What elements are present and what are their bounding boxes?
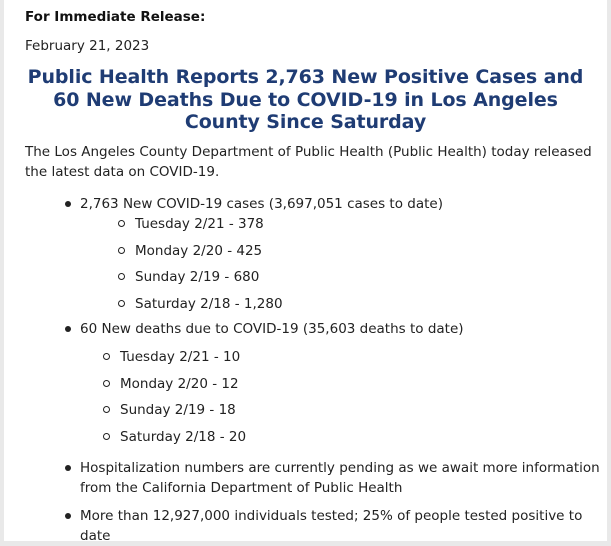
- deaths-day-item: Saturday 2/18 - 20: [120, 429, 247, 445]
- press-release-page: [4, 0, 607, 544]
- bullet-disc: [65, 326, 71, 332]
- hospitalization-bullet-line2: from the California Department of Public Health: [80, 480, 403, 496]
- intro-paragraph: The Los Angeles County Department of Public Health (Public Health) today released the latest data on COVID-19.: [25, 144, 592, 180]
- bullet-circle: [103, 433, 110, 440]
- bullet-disc: [65, 513, 71, 519]
- headline: Public Health Reports 2,763 New Positive Cases and 60 New Deaths Due to COVID-19 in Los Angeles County Since Saturday: [27, 66, 584, 133]
- release-label: For Immediate Release:: [25, 9, 206, 25]
- bullet-circle: [118, 247, 125, 254]
- deaths-bullet: 60 New deaths due to COVID-19 (35,603 deaths to date): [80, 321, 464, 337]
- cases-day-item: Monday 2/20 - 425: [135, 243, 263, 259]
- deaths-day-item: Monday 2/20 - 12: [120, 376, 239, 392]
- cases-day-item: Saturday 2/18 - 1,280: [135, 296, 283, 312]
- cases-day-item: Tuesday 2/21 - 378: [135, 216, 264, 232]
- bullet-disc: [65, 201, 71, 207]
- bullet-circle: [103, 406, 110, 413]
- deaths-day-item: Tuesday 2/21 - 10: [120, 349, 241, 365]
- bullet-disc: [65, 465, 71, 471]
- bullet-circle: [118, 300, 125, 307]
- hospitalization-bullet-line1: Hospitalization numbers are currently pending as we await more information: [80, 460, 600, 476]
- cases-day-item: Sunday 2/19 - 680: [135, 269, 260, 285]
- bullet-circle: [103, 353, 110, 360]
- bullet-circle: [118, 220, 125, 227]
- deaths-day-item: Sunday 2/19 - 18: [120, 402, 236, 418]
- bullet-circle: [118, 273, 125, 280]
- cases-bullet: 2,763 New COVID-19 cases (3,697,051 cases to date): [80, 196, 443, 212]
- bullet-circle: [103, 380, 110, 387]
- release-date: February 21, 2023: [25, 38, 150, 54]
- tested-bullet: More than 12,927,000 individuals tested; 25% of people tested positive to date: [80, 508, 583, 544]
